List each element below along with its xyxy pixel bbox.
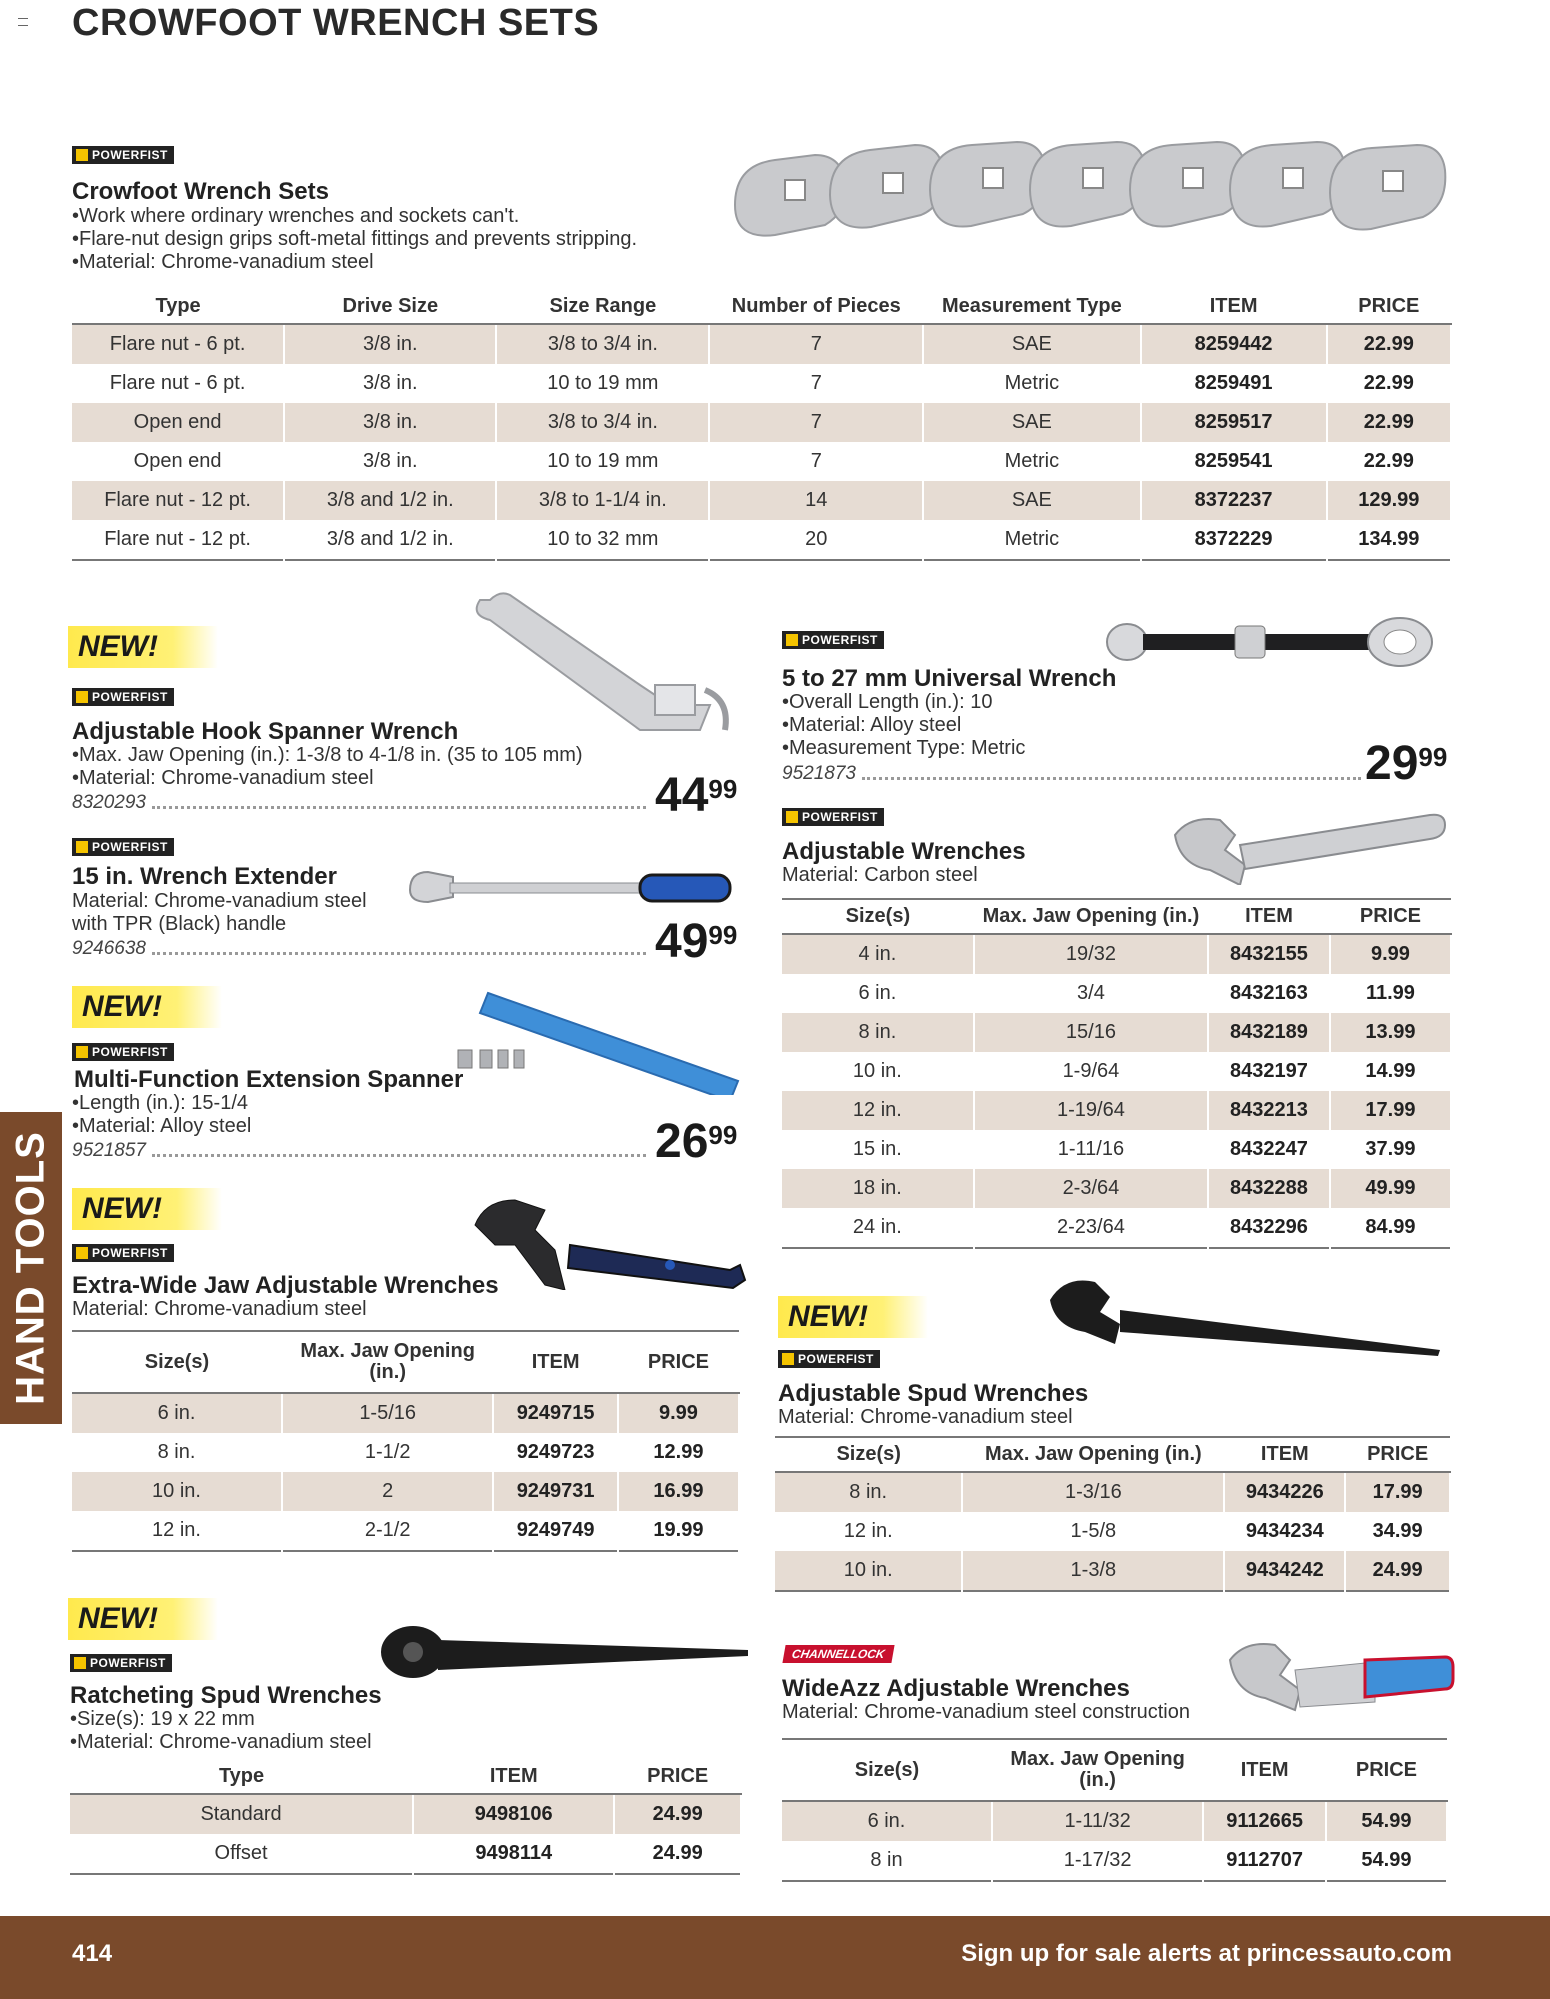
table-header-row (72, 290, 1451, 324)
table-row: Standard 9498106 24.99 (70, 1794, 741, 1834)
product-description: •Size(s): 19 x 22 mm •Material: Chrome-vanadium steel (70, 1708, 372, 1753)
adjustable-table (782, 898, 1452, 1249)
new-badge: NEW! (68, 1598, 218, 1640)
section-tab: HAND TOOLS (0, 1112, 62, 1424)
column-header: Type (72, 290, 284, 324)
table-row: 8 in. 1-3/16 9434226 17.99 (775, 1472, 1450, 1512)
menu-mark (18, 18, 28, 26)
table-row: 6 in. 3/4 8432163 11.99 (782, 974, 1451, 1013)
product-title: Adjustable Hook Spanner Wrench (72, 718, 459, 745)
brand-mark-icon (74, 1657, 86, 1669)
column-header: ITEM (1224, 1437, 1345, 1472)
dot-leader (862, 777, 1361, 780)
table-row: Flare nut - 6 pt. 3/8 in. 3/8 to 3/4 in. 7 SAE 8259442 22.99 (72, 324, 1451, 364)
wideazz-wrench-image (1225, 1635, 1455, 1725)
new-badge: NEW! (72, 1188, 222, 1230)
product-description: •Length (in.): 15-1/4 •Material: Alloy steel (72, 1092, 252, 1137)
table-row: Flare nut - 6 pt. 3/8 in. 10 to 19 mm 7 Metric 8259491 22.99 (72, 364, 1451, 403)
sku-line (72, 938, 652, 960)
column-header: PRICE (1326, 1739, 1447, 1801)
extra-wide-wrench-image (470, 1190, 750, 1290)
product-title: 15 in. Wrench Extender (72, 863, 337, 890)
table-row: Flare nut - 12 pt. 3/8 and 1/2 in. 3/8 to 1-1/4 in. 14 SAE 8372237 129.99 (72, 481, 1451, 520)
table-row: 24 in. 2-23/64 8432296 84.99 (782, 1208, 1451, 1248)
column-header: PRICE (1345, 1437, 1450, 1472)
column-header: Drive Size (284, 290, 496, 324)
page-title: CROWFOOT WRENCH SETS (72, 2, 600, 44)
column-header: Size(s) (775, 1437, 962, 1472)
ratcheting-spud-table (70, 1760, 742, 1875)
sku-line (72, 792, 652, 814)
channellock-logo: CHANNELLOCK (784, 1645, 893, 1663)
brand-logo: POWERFIST (70, 1654, 172, 1674)
table-header-row (782, 899, 1451, 934)
sku-line (782, 763, 1367, 785)
brand-logo: POWERFIST (72, 146, 174, 166)
crowfoot-table (72, 290, 1452, 561)
column-header: ITEM (1203, 1739, 1326, 1801)
product-description: •Overall Length (in.): 10 •Material: Alloy steel •Measurement Type: Metric (782, 691, 1026, 759)
brand-logo: POWERFIST (778, 1350, 880, 1370)
page-number: 414 (72, 1940, 113, 1967)
column-header: ITEM (413, 1760, 614, 1794)
table-header-row (70, 1760, 741, 1794)
column-header: Type (70, 1760, 413, 1794)
brand-logo: POWERFIST (782, 808, 884, 828)
product-title: Adjustable Wrenches (782, 838, 1026, 865)
column-header: Measurement Type (923, 290, 1140, 324)
product-material: Material: Chrome-vanadium steel (778, 1406, 1073, 1428)
product-title: Adjustable Spud Wrenches (778, 1380, 1089, 1407)
brand-mark-icon (76, 1247, 88, 1259)
table-header-row (72, 1331, 739, 1393)
product-description: •Max. Jaw Opening (in.): 1-3/8 to 4-1/8 in. (35 to 105 mm) •Material: Chrome-vanadium steel (72, 744, 583, 789)
ratcheting-spud-image (378, 1620, 753, 1680)
product-title: Ratcheting Spud Wrenches (70, 1682, 382, 1709)
product-title: Crowfoot Wrench Sets (72, 178, 329, 205)
table-row: 12 in. 2-1/2 9249749 19.99 (72, 1511, 739, 1551)
column-header: ITEM (493, 1331, 618, 1393)
table-row: 8 in 1-17/32 9112707 54.99 (782, 1841, 1447, 1881)
table-row: Open end 3/8 in. 3/8 to 3/4 in. 7 SAE 8259517 22.99 (72, 403, 1451, 442)
crowfoot-wrench-set-image (725, 135, 1465, 265)
brand-logo: POWERFIST (72, 838, 174, 858)
sku-number: 9246638 (72, 938, 146, 959)
table-row: Offset 9498114 24.99 (70, 1834, 741, 1874)
price-tag: $49^{99}$ (655, 915, 738, 968)
table-row: 10 in. 2 9249731 16.99 (72, 1472, 739, 1511)
column-header: Max. Jaw Opening (in.) (974, 899, 1208, 934)
product-description: Material: Chrome-vanadium steel with TPR (Black) handle (72, 890, 367, 935)
column-header: Size(s) (782, 899, 974, 934)
price-tag: $26^{99}$ (655, 1115, 738, 1168)
price-tag: $44^{99}$ (655, 769, 738, 822)
table-header-row (775, 1437, 1450, 1472)
footer-promo-link[interactable]: Sign up for sale alerts at princessauto.com (961, 1940, 1452, 1967)
column-header: Size Range (496, 290, 709, 324)
sku-number: 8320293 (72, 792, 146, 813)
brand-mark-icon (76, 841, 88, 853)
brand-logo: POWERFIST (782, 631, 884, 651)
product-title: Extra-Wide Jaw Adjustable Wrenches (72, 1272, 499, 1299)
column-header: Size(s) (782, 1739, 992, 1801)
dot-leader (152, 1154, 646, 1157)
product-material: Material: Chrome-vanadium steel construction (782, 1701, 1190, 1723)
column-header: Max. Jaw Opening (in.) (992, 1739, 1203, 1801)
column-header: ITEM (1208, 899, 1330, 934)
column-header: Max. Jaw Opening (in.) (282, 1331, 493, 1393)
table-row: 4 in. 19/32 8432155 9.99 (782, 934, 1451, 974)
table-header-row (782, 1739, 1447, 1801)
wrench-extender-image (405, 865, 735, 915)
table-row: 10 in. 1-3/8 9434242 24.99 (775, 1551, 1450, 1591)
table-row: Flare nut - 12 pt. 3/8 and 1/2 in. 10 to 32 mm 20 Metric 8372229 134.99 (72, 520, 1451, 560)
brand-logo: POWERFIST (72, 1043, 174, 1063)
brand-logo: POWERFIST (72, 688, 174, 708)
brand-mark-icon (76, 149, 88, 161)
column-header: Size(s) (72, 1331, 282, 1393)
table-row: 10 in. 1-9/64 8432197 14.99 (782, 1052, 1451, 1091)
dot-leader (152, 952, 646, 955)
new-badge: NEW! (68, 626, 218, 668)
brand-mark-icon (786, 634, 798, 646)
brand-mark-icon (782, 1353, 794, 1365)
brand-mark-icon (76, 1046, 88, 1058)
spud-table (775, 1436, 1451, 1592)
product-title: 5 to 27 mm Universal Wrench (782, 665, 1117, 692)
sku-number: 9521857 (72, 1140, 146, 1161)
product-description: •Work where ordinary wrenches and sockets can't. •Flare-nut design grips soft-metal fittings and prevents stripping. •Material: Chrome-vanadium steel (72, 205, 638, 273)
product-material: Material: Carbon steel (782, 864, 978, 886)
extra-wide-table (72, 1330, 740, 1552)
spud-wrench-image (1045, 1270, 1445, 1360)
new-badge: NEW! (72, 986, 222, 1028)
column-header: PRICE (618, 1331, 739, 1393)
dot-leader (152, 806, 646, 809)
column-header: Max. Jaw Opening (in.) (962, 1437, 1224, 1472)
table-row: 6 in. 1-11/32 9112665 54.99 (782, 1801, 1447, 1841)
product-material: Material: Chrome-vanadium steel (72, 1298, 367, 1320)
sku-line (72, 1140, 652, 1162)
price-tag: $29^{99}$ (1365, 737, 1448, 790)
page-footer (0, 1916, 1550, 1999)
hook-spanner-image (470, 590, 740, 740)
product-title: Multi-Function Extension Spanner (74, 1066, 464, 1093)
new-badge: NEW! (778, 1296, 928, 1338)
table-row: 8 in. 15/16 8432189 13.99 (782, 1013, 1451, 1052)
brand-mark-icon (786, 811, 798, 823)
extension-spanner-image (450, 985, 740, 1095)
brand-logo: POWERFIST (72, 1244, 174, 1264)
table-row: 18 in. 2-3/64 8432288 49.99 (782, 1169, 1451, 1208)
product-title: WideAzz Adjustable Wrenches (782, 1675, 1130, 1702)
column-header: PRICE (1327, 290, 1451, 324)
column-header: PRICE (1330, 899, 1451, 934)
table-row: Open end 3/8 in. 10 to 19 mm 7 Metric 8259541 22.99 (72, 442, 1451, 481)
table-row: 8 in. 1-1/2 9249723 12.99 (72, 1433, 739, 1472)
column-header: ITEM (1141, 290, 1327, 324)
wideazz-table (782, 1738, 1448, 1882)
adjustable-wrench-image (1170, 805, 1450, 885)
table-row: 12 in. 1-5/8 9434234 34.99 (775, 1512, 1450, 1551)
column-header: Number of Pieces (709, 290, 923, 324)
table-row: 6 in. 1-5/16 9249715 9.99 (72, 1393, 739, 1433)
universal-wrench-image (1105, 612, 1435, 672)
column-header: PRICE (614, 1760, 741, 1794)
table-row: 15 in. 1-11/16 8432247 37.99 (782, 1130, 1451, 1169)
table-row: 12 in. 1-19/64 8432213 17.99 (782, 1091, 1451, 1130)
sku-number: 9521873 (782, 763, 856, 784)
brand-mark-icon (76, 691, 88, 703)
